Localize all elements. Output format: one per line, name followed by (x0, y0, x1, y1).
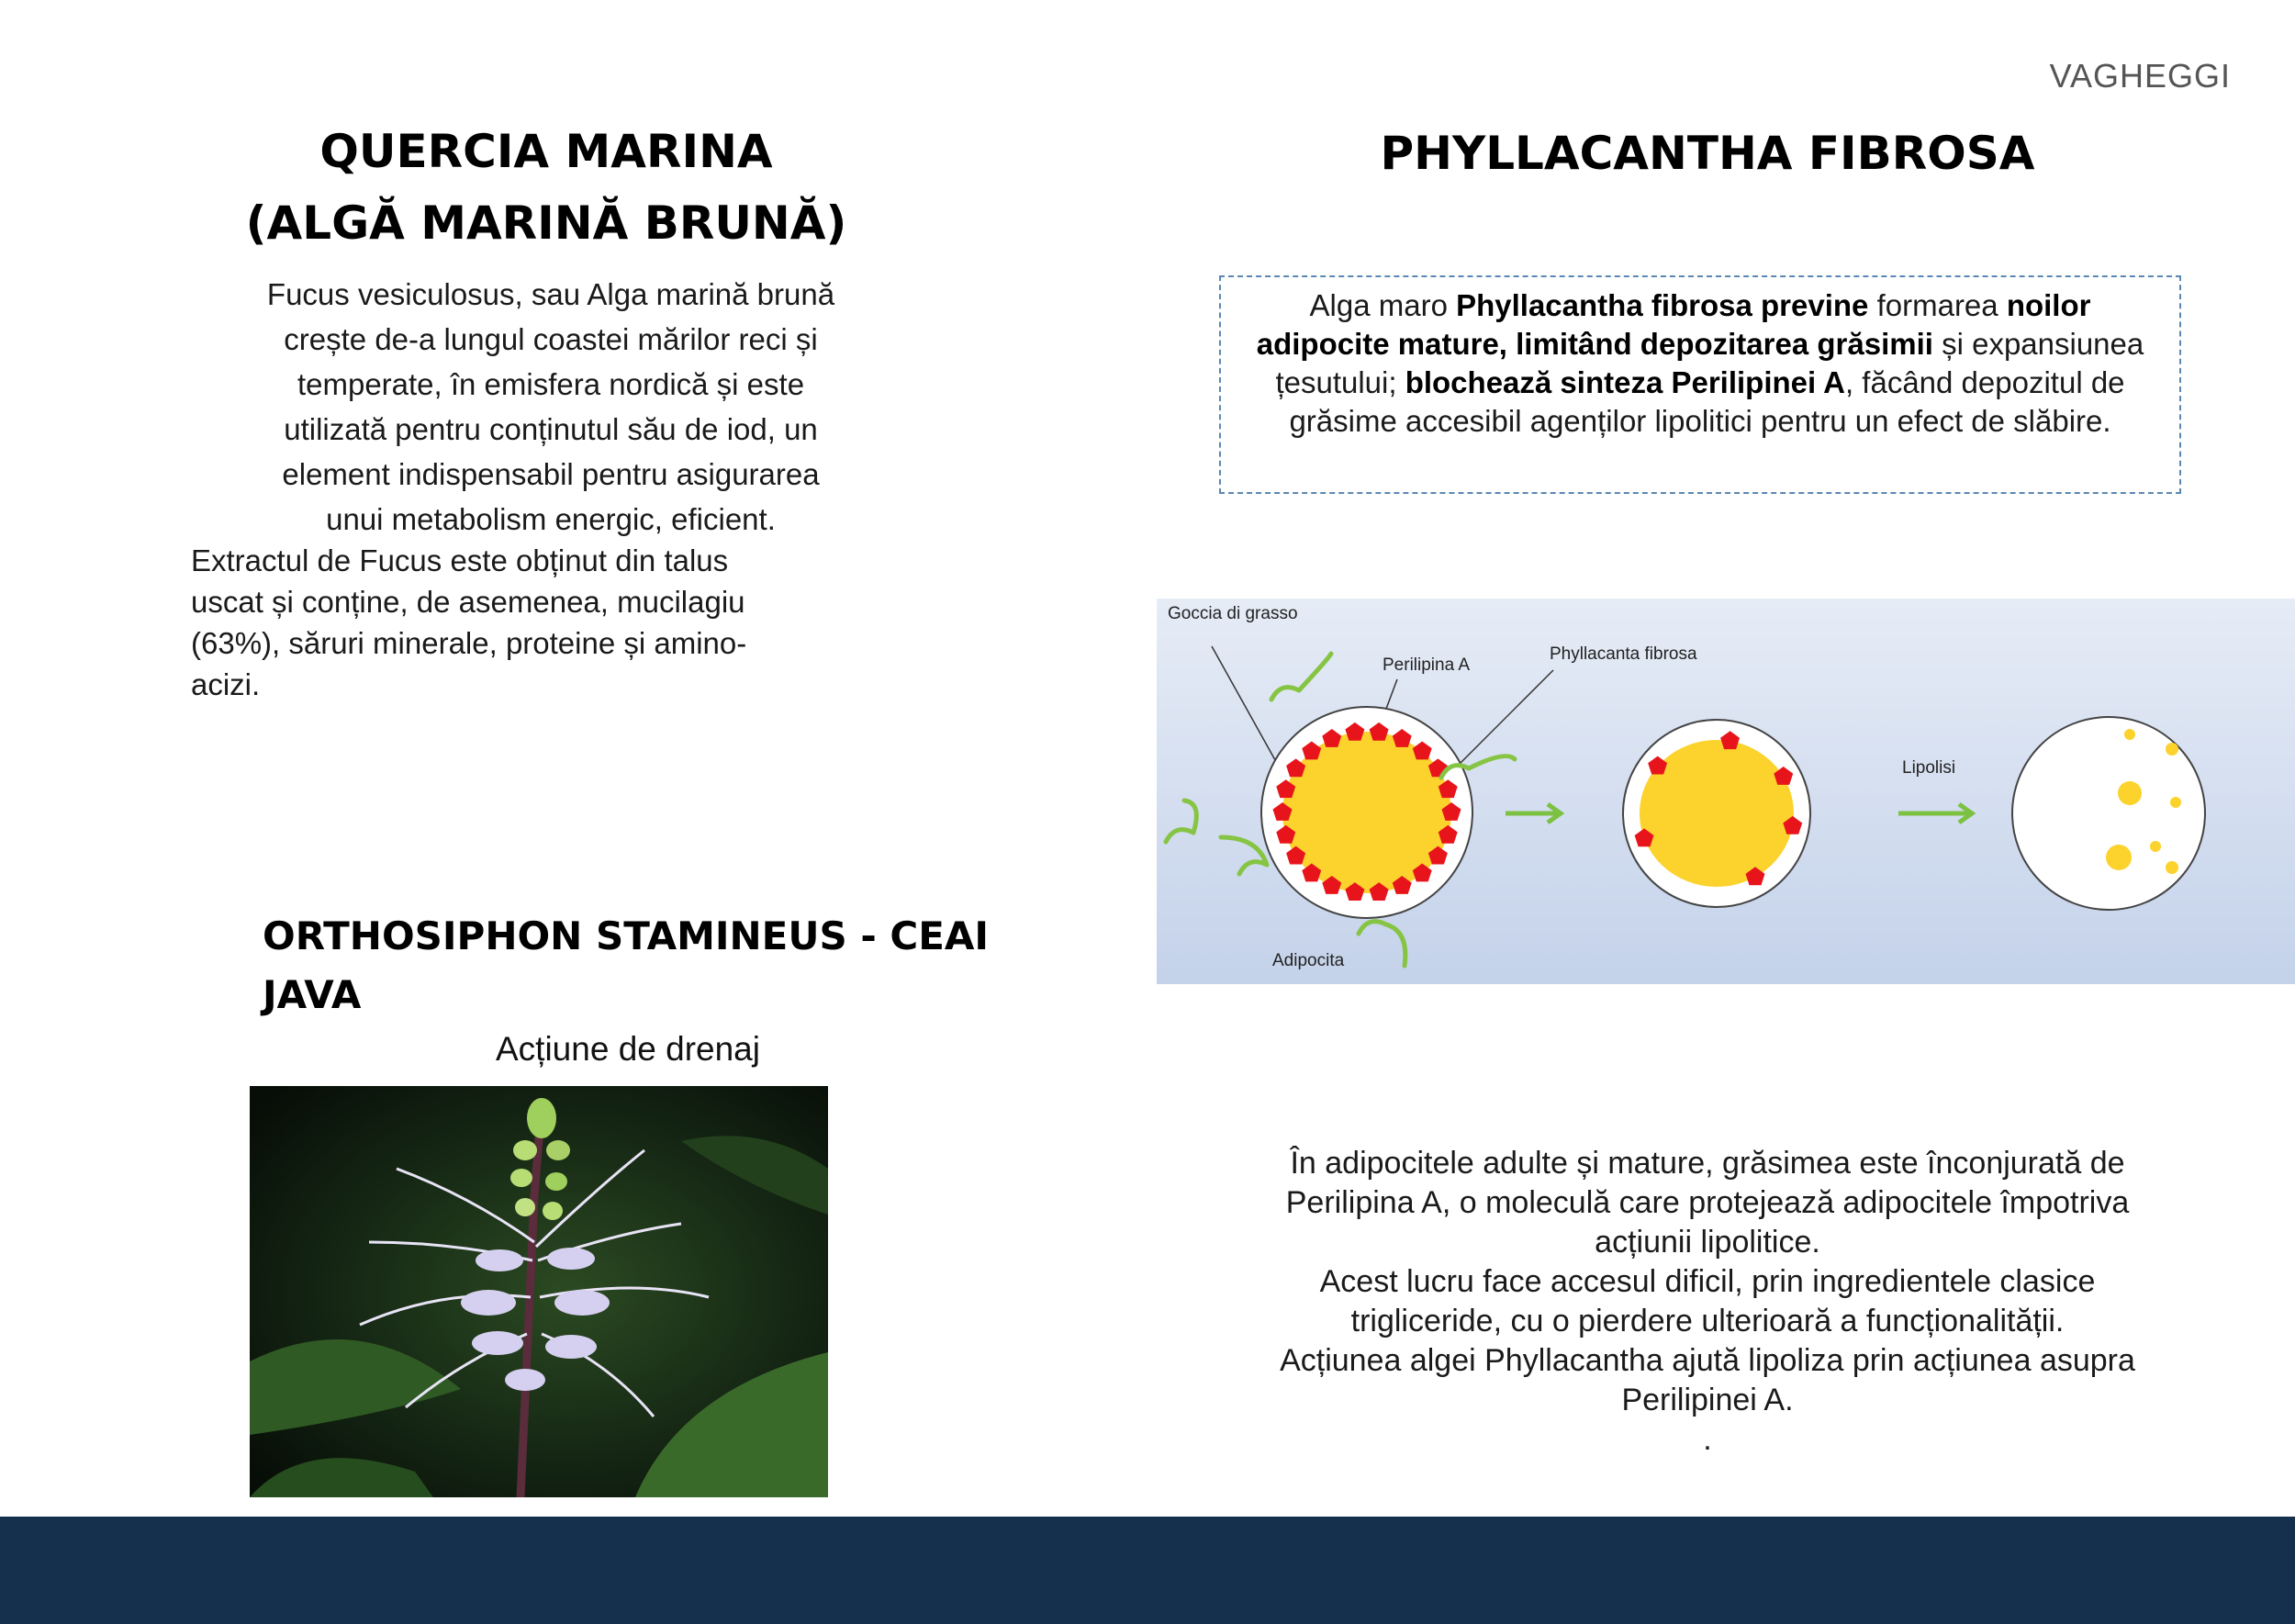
label-adipocita: Adipocita (1272, 951, 1345, 970)
orthosiphon-subtitle: Acțiune de drenaj (496, 1030, 760, 1068)
quercia-line: temperate, în emisfera nordică și este (297, 367, 805, 401)
summary-text: , făcând depozitul de grăsime accesibil agenților lipolitici pentru un efect de slăbire. (1289, 365, 2125, 438)
small-fat-droplet (2170, 797, 2181, 808)
extract-line: acizi. (191, 667, 261, 701)
explanation-line: Acest lucru face accesul dificil, prin ingredientele clasice (1319, 1264, 2096, 1299)
small-fat-droplet (2106, 845, 2132, 870)
explanation-line: Perilipinei A. (1621, 1383, 1794, 1417)
phyllacantha-alga-sprig (1271, 654, 1331, 700)
summary-bold-text: blochează sinteza Perilipinei A (1405, 365, 1845, 399)
quercia-line: utilizată pentru conținutul său de iod, un (284, 412, 818, 446)
label-perilipina-a: Perilipina A (1383, 655, 1471, 675)
summary-text: formarea (1868, 288, 2007, 322)
phyllacantha-title: PHYLLACANTHA FIBROSA (1380, 127, 2035, 180)
quercia-paragraph (165, 272, 936, 542)
explanation-line: . (1703, 1422, 1712, 1457)
lipolysis-diagram (1157, 599, 2295, 984)
explanation-line: În adipocitele adulte și mature, grăsimea este înconjurată de (1290, 1146, 2125, 1181)
phyllacantha-summary-box (1219, 275, 2181, 494)
orthosiphon-title (263, 907, 1052, 1025)
small-fat-droplet (2166, 861, 2178, 874)
phyllacantha-alga-sprig (1359, 922, 1405, 966)
pointer-line (1458, 670, 1553, 766)
brand-logo-text: VAGHEGGI (2049, 57, 2231, 95)
summary-bold-text: noilor adipocite mature, limitând depozitarea grăsimii (1256, 288, 2091, 361)
label-phyllacanta-fibrosa: Phyllacanta fibrosa (1550, 644, 1697, 664)
quercia-line: element indispensabil pentru asigurarea (282, 457, 820, 491)
phyllacantha-alga-sprig (1166, 801, 1196, 842)
explanation-line: Acțiunea algei Phyllacantha ajută lipoliza prin acțiunea asupra (1280, 1343, 2135, 1378)
summary-text: și expansiunea țesutului; (1275, 327, 2144, 399)
small-fat-droplet (2124, 729, 2135, 740)
summary-text: Alga maro (1309, 288, 1457, 322)
quercia-title-line-1: QUERCIA MARINA (319, 125, 773, 178)
orthosiphon-plant-image (250, 1086, 828, 1497)
label-goccia-di-grasso: Goccia di grasso (1168, 604, 1298, 623)
extract-line: uscat și conține, de asemenea, mucilagiu (191, 585, 745, 619)
quercia-line: Fucus vesiculosus, sau Alga marină brună (266, 277, 835, 311)
extract-line: (63%), săruri minerale, proteine și amino- (191, 626, 747, 660)
phyllacantha-alga-sprig (1221, 837, 1267, 874)
summary-bold-text: Phyllacantha fibrosa previne (1456, 288, 1869, 322)
quercia-line: crește de-a lungul coastei mărilor reci și (284, 322, 818, 356)
phyllacantha-explanation (1184, 1144, 2231, 1460)
small-fat-droplet (2150, 841, 2161, 852)
orthosiphon-title-line-1: ORTHOSIPHON STAMINEUS - CEAI (263, 913, 990, 958)
extract-line: Extractul de Fucus este obținut din talus (191, 543, 729, 577)
explanation-line: trigliceride, cu o pierdere ulterioară a funcționalității. (1350, 1304, 2065, 1338)
orthosiphon-title-line-2: JAVA (263, 972, 362, 1017)
extract-paragraph (191, 540, 907, 705)
explanation-line: acțiunii lipolitice. (1595, 1225, 1820, 1260)
footer-bar (0, 1517, 2295, 1624)
quercia-title-line-2: (ALGĂ MARINĂ BRUNĂ) (245, 196, 847, 250)
quercia-line: unui metabolism energic, eficient. (326, 502, 776, 536)
explanation-line: Perilipina A, o moleculă care protejează adipocitele împotriva (1285, 1185, 2130, 1220)
small-fat-droplet (2166, 743, 2178, 756)
small-fat-droplet (2118, 781, 2142, 805)
label-lipolisi: Lipolisi (1902, 758, 1956, 778)
quercia-title (174, 116, 918, 259)
